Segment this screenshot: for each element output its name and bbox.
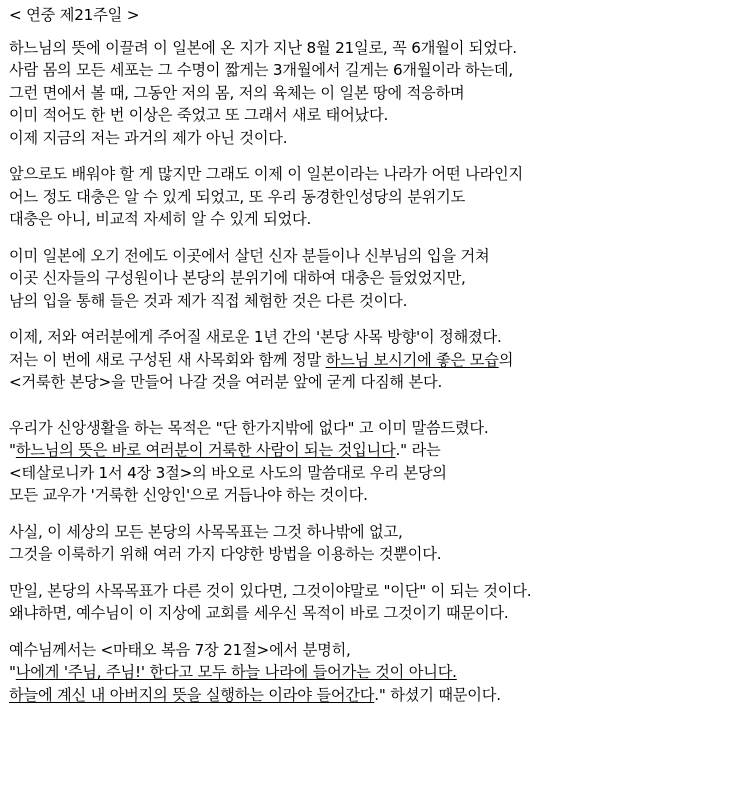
paragraph [9,326,734,394]
text-line [9,580,734,603]
text-line [9,371,734,394]
text-segment: 이제 지금의 저는 과거의 제가 아닌 것이다. [9,128,288,147]
text-segment: 이미 적어도 한 번 이상은 죽었고 또 그래서 새로 태어났다. [9,106,389,124]
paragraph [9,417,734,507]
text-segment: 만일, 본당의 사목목표가 다른 것이 있다면, 그것이야말로 "이단" 이 되는 것이다. [9,581,532,600]
text-segment: 사람 몸의 모든 세포는 그 수명이 짧게는 3개월에서 길게는 6개월이라 하는데, [9,61,513,79]
text-line [9,186,734,209]
paragraph [9,521,734,566]
text-segment: <테살로니카 1서 4장 3절>의 바오로 사도의 말씀대로 우리 본당의 [9,463,447,482]
text-line [9,661,734,684]
text-line [9,349,734,372]
text-line [9,639,734,662]
text-line [9,290,734,313]
text-line [9,245,734,268]
text-segment: 남의 입을 통해 들은 것과 제가 직접 체험한 것은 다른 것이다. [9,291,408,310]
underlined-text: 하느님의 뜻은 바로 여러분이 거룩한 사람이 되는 것입니다 [15,441,396,459]
paragraph [9,37,734,150]
text-line [9,104,734,127]
underlined-text: 하느님 보시기에 좋은 모습 [325,350,499,369]
document-title: < 연중 제21주일 > [9,6,140,24]
text-line [9,602,734,625]
text-segment: 하느님의 뜻에 이끌려 이 일본에 온 지가 지난 8월 21일로, 꼭 6개월이 되었다. [9,38,517,57]
text-line [9,267,734,290]
text-segment: 저는 이 번에 새로 구성된 새 사목회와 함께 정말 [9,350,326,369]
document-body [9,4,734,720]
text-segment: 대충은 아니, 비교적 자세히 알 수 있게 되었다. [9,210,312,228]
text-line [9,521,734,544]
text-segment: 사실, 이 세상의 모든 본당의 사목목표는 그것 하나밖에 없고, [9,522,403,541]
text-segment: " [9,663,16,681]
paragraph [9,580,734,625]
text-line [9,59,734,82]
text-line [9,127,734,150]
text-segment: 어느 정도 대충은 알 수 있게 되었고, 또 우리 동경한인성당의 분위기도 [9,187,466,206]
text-segment: <거룩한 본당>을 만들어 나갈 것을 여러분 앞에 굳게 다짐해 본다. [9,373,443,391]
text-line [9,684,734,707]
text-line [9,543,734,566]
text-segment: 이미 일본에 오기 전에도 이곳에서 살던 신자 분들이나 신부님의 입을 거쳐 [9,246,490,265]
text-line [9,208,734,231]
text-line [9,439,734,462]
text-segment: ." 하셨기 때문이다. [374,685,501,704]
text-segment: 모든 교우가 '거룩한 신앙인'으로 거듭나야 하는 것이다. [9,486,368,504]
text-segment: 그런 면에서 볼 때, 그동안 저의 몸, 저의 육체는 이 일본 땅에 적응하며 [9,83,465,102]
text-segment: ." 라는 [395,441,441,459]
underlined-text: 하늘에 계신 내 아버지의 뜻을 실행하는 이라야 들어간다 [9,685,375,704]
text-line [9,417,734,440]
text-segment: 예수님께서는 <마태오 복음 7장 21절>에서 분명히, [9,640,351,659]
text-segment: 이제, 저와 여러분에게 주어질 새로운 1년 간의 '본당 사목 방향'이 정해졌다. [9,328,502,346]
paragraph-container [9,37,734,707]
text-line [9,484,734,507]
text-line [9,37,734,60]
text-segment: 우리가 신앙생활을 하는 목적은 "단 한가지밖에 없다" 고 이미 말씀드렸다. [9,418,489,437]
text-segment: 앞으로도 배워야 할 게 많지만 그래도 이제 이 일본이라는 나라가 어떤 나라인지 [9,165,523,183]
underlined-text: 나에게 '주님, 주님!' 한다고 모두 하늘 나라에 들어가는 것이 아니다. [15,663,457,681]
text-segment: 왜냐하면, 예수님이 이 지상에 교회를 세우신 목적이 바로 그것이기 때문이다. [9,604,509,622]
paragraph [9,245,734,313]
text-line [9,163,734,186]
text-segment: 이곳 신자들의 구성원이나 본당의 분위기에 대하여 대충은 들었었지만, [9,269,466,287]
text-line [9,326,734,349]
text-segment: 의 [498,350,514,369]
text-segment: " [9,441,16,459]
paragraph [9,639,734,707]
text-line [9,82,734,105]
text-segment: 그것을 이룩하기 위해 여러 가지 다양한 방법을 이용하는 것뿐이다. [9,545,442,563]
text-line [9,462,734,485]
paragraph [9,163,734,231]
